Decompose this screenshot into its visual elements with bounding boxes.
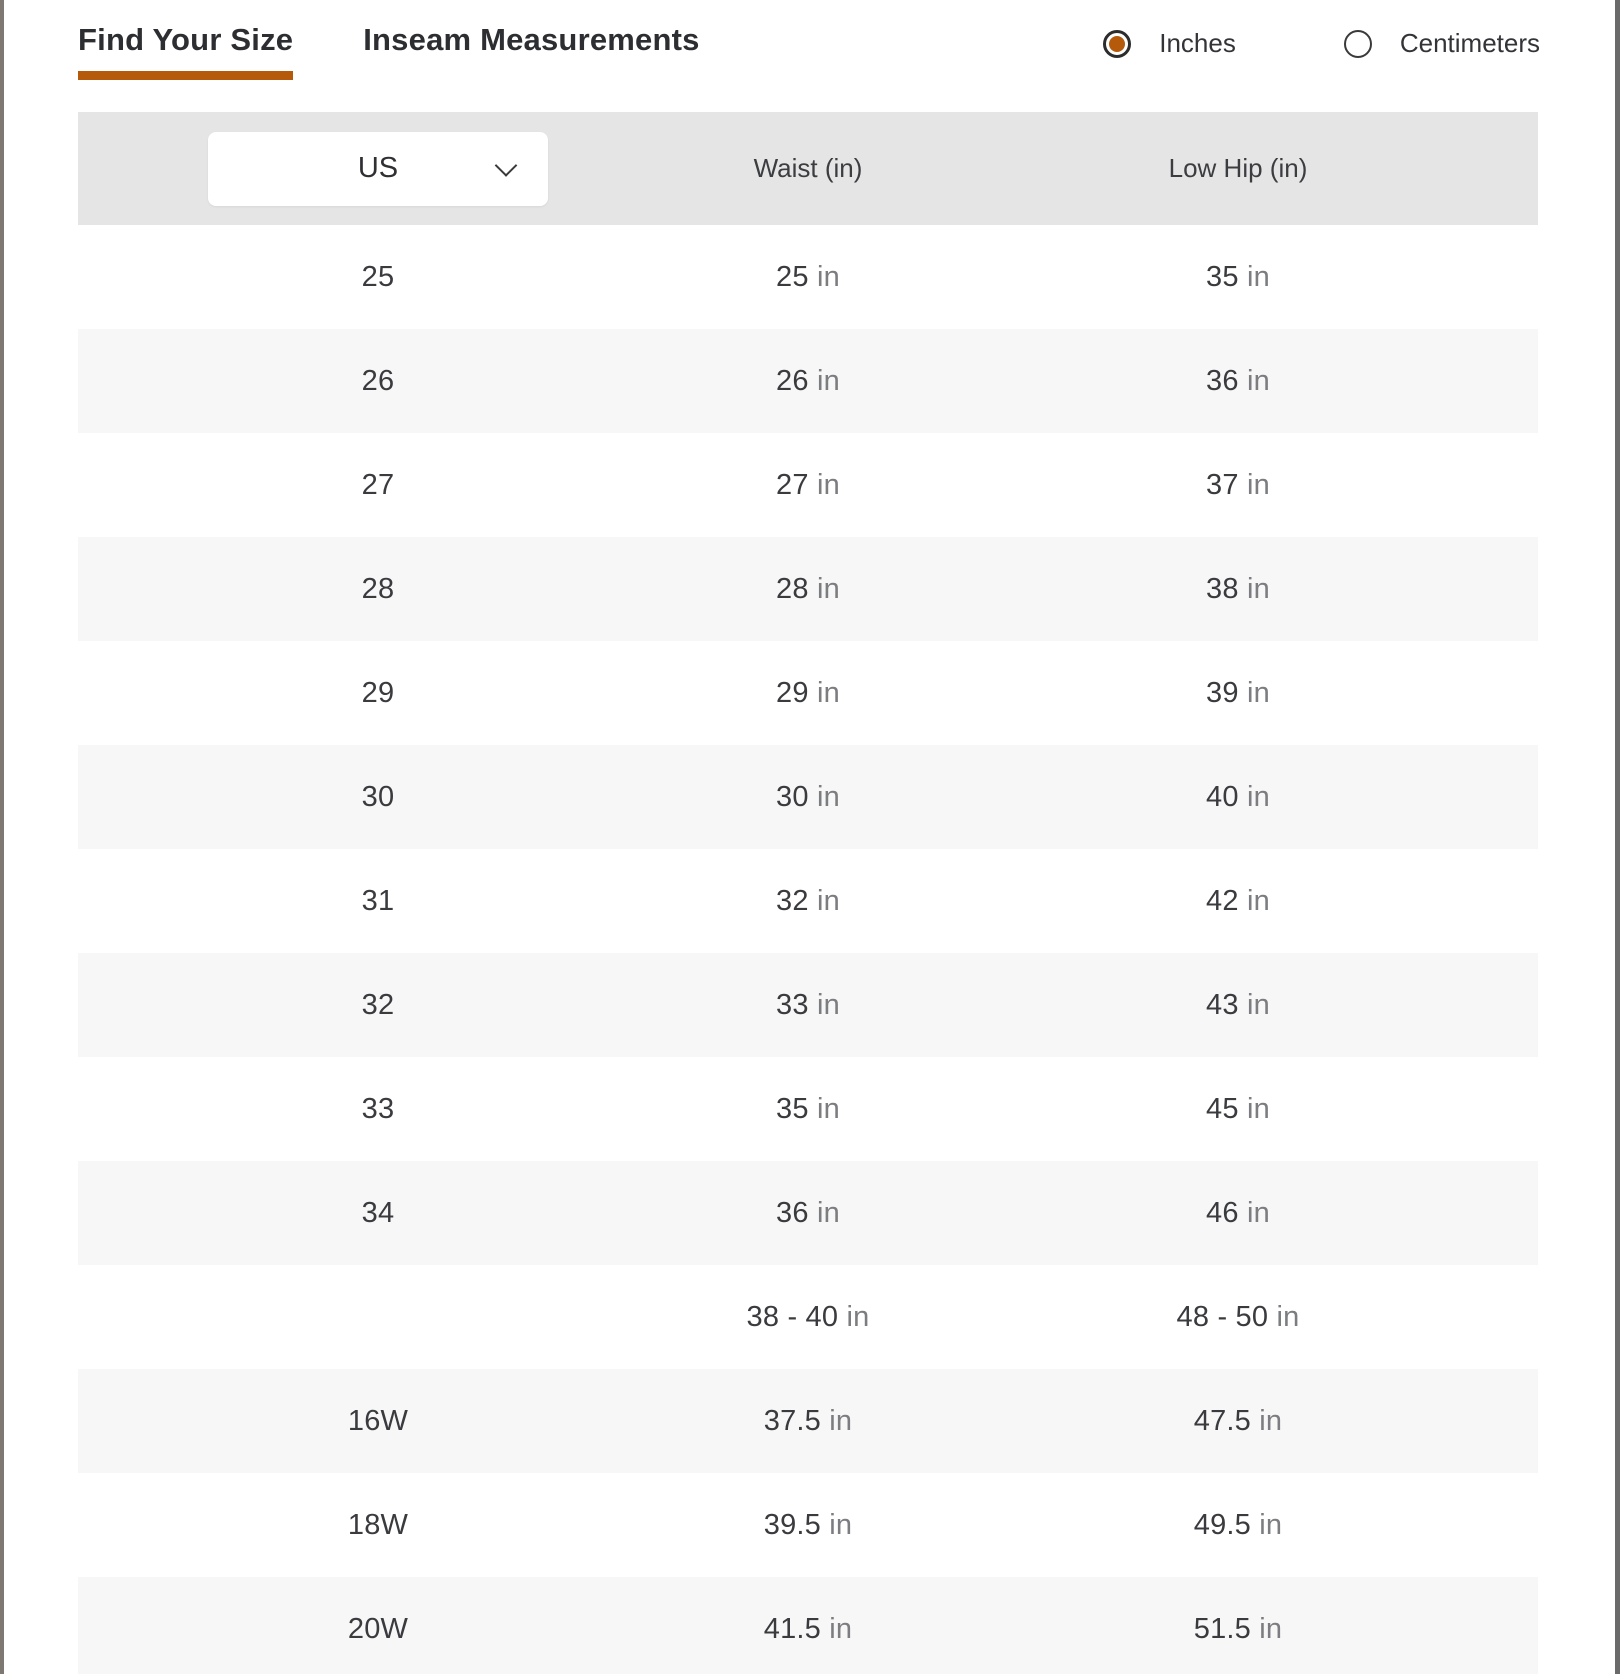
size-table <box>78 112 1538 1674</box>
waist-cell: 35 in <box>776 1092 840 1125</box>
low-hip-cell: 36 in <box>1206 364 1270 397</box>
table-row <box>78 745 1538 849</box>
low-hip-cell: 48 - 50 in <box>1176 1300 1300 1333</box>
table-row <box>78 433 1538 537</box>
table-row <box>78 1473 1538 1577</box>
radio-centimeters[interactable] <box>1344 28 1540 59</box>
panel-left-border <box>0 0 4 1674</box>
radio-inches-label: Inches <box>1159 28 1236 58</box>
low-hip-cell: 45 in <box>1206 1092 1270 1125</box>
tab-inseam-measurements[interactable] <box>363 22 699 80</box>
waist-cell: 27 in <box>776 468 840 501</box>
region-select-dropdown[interactable] <box>208 132 548 206</box>
table-row <box>78 1265 1538 1369</box>
low-hip-cell: 42 in <box>1206 884 1270 917</box>
waist-cell: 32 in <box>776 884 840 917</box>
size-chart-header <box>0 0 1620 112</box>
low-hip-cell: 51.5 in <box>1193 1612 1283 1645</box>
tab-bar <box>78 22 700 80</box>
size-cell: 31 <box>361 884 395 917</box>
low-hip-cell: 38 in <box>1206 572 1270 605</box>
waist-cell: 26 in <box>776 364 840 397</box>
low-hip-cell: 47.5 in <box>1193 1404 1283 1437</box>
size-cell: 32 <box>361 988 395 1021</box>
low-hip-cell: 39 in <box>1206 676 1270 709</box>
table-row <box>78 1057 1538 1161</box>
radio-unselected-icon <box>1344 30 1372 58</box>
active-tab-underline <box>78 71 293 80</box>
table-row <box>78 849 1538 953</box>
unit-toggle-group <box>1103 28 1540 59</box>
low-hip-cell: 43 in <box>1206 988 1270 1021</box>
low-hip-cell: 40 in <box>1206 780 1270 813</box>
chevron-down-icon <box>495 154 518 177</box>
size-cell: 18W <box>347 1508 409 1541</box>
size-cell: 16W <box>347 1404 409 1437</box>
table-row <box>78 329 1538 433</box>
low-hip-cell: 49.5 in <box>1193 1508 1283 1541</box>
radio-centimeters-label: Centimeters <box>1399 28 1540 58</box>
size-cell: 34 <box>361 1196 395 1229</box>
size-cell: 28 <box>361 572 395 605</box>
waist-cell: 25 in <box>776 260 840 293</box>
waist-cell: 30 in <box>776 780 840 813</box>
tab-inseam-measurements-label: Inseam Measurements <box>363 22 700 57</box>
waist-cell: 38 - 40 in <box>746 1300 870 1333</box>
waist-cell: 28 in <box>776 572 840 605</box>
waist-cell: 29 in <box>776 676 840 709</box>
panel-right-border <box>1615 0 1620 1674</box>
size-cell: 25 <box>361 260 395 293</box>
waist-cell: 33 in <box>776 988 840 1021</box>
table-row <box>78 641 1538 745</box>
table-row <box>78 1577 1538 1674</box>
size-cell: 29 <box>361 676 395 709</box>
region-select-value: US <box>357 152 399 184</box>
size-cell: 30 <box>361 780 395 813</box>
size-table-body <box>78 225 1538 1674</box>
waist-cell: 41.5 in <box>763 1612 853 1645</box>
radio-inches[interactable] <box>1103 28 1236 59</box>
table-row <box>78 537 1538 641</box>
size-cell: 20W <box>347 1612 409 1645</box>
size-table-header-row <box>78 112 1538 225</box>
tab-find-your-size-label: Find Your Size <box>78 22 294 57</box>
table-row <box>78 225 1538 329</box>
size-cell: 33 <box>361 1092 395 1125</box>
low-hip-cell: 35 in <box>1206 260 1270 293</box>
table-row <box>78 953 1538 1057</box>
waist-cell: 36 in <box>776 1196 840 1229</box>
low-hip-cell: 46 in <box>1206 1196 1270 1229</box>
column-header-waist: Waist (in) <box>753 153 863 183</box>
size-cell: 26 <box>361 364 395 397</box>
radio-selected-icon <box>1103 30 1131 58</box>
table-row <box>78 1161 1538 1265</box>
low-hip-cell: 37 in <box>1206 468 1270 501</box>
tab-find-your-size[interactable] <box>78 22 293 80</box>
table-row <box>78 1369 1538 1473</box>
waist-cell: 39.5 in <box>763 1508 853 1541</box>
size-cell: 27 <box>361 468 395 501</box>
column-header-low-hip: Low Hip (in) <box>1168 153 1308 183</box>
waist-cell: 37.5 in <box>763 1404 853 1437</box>
